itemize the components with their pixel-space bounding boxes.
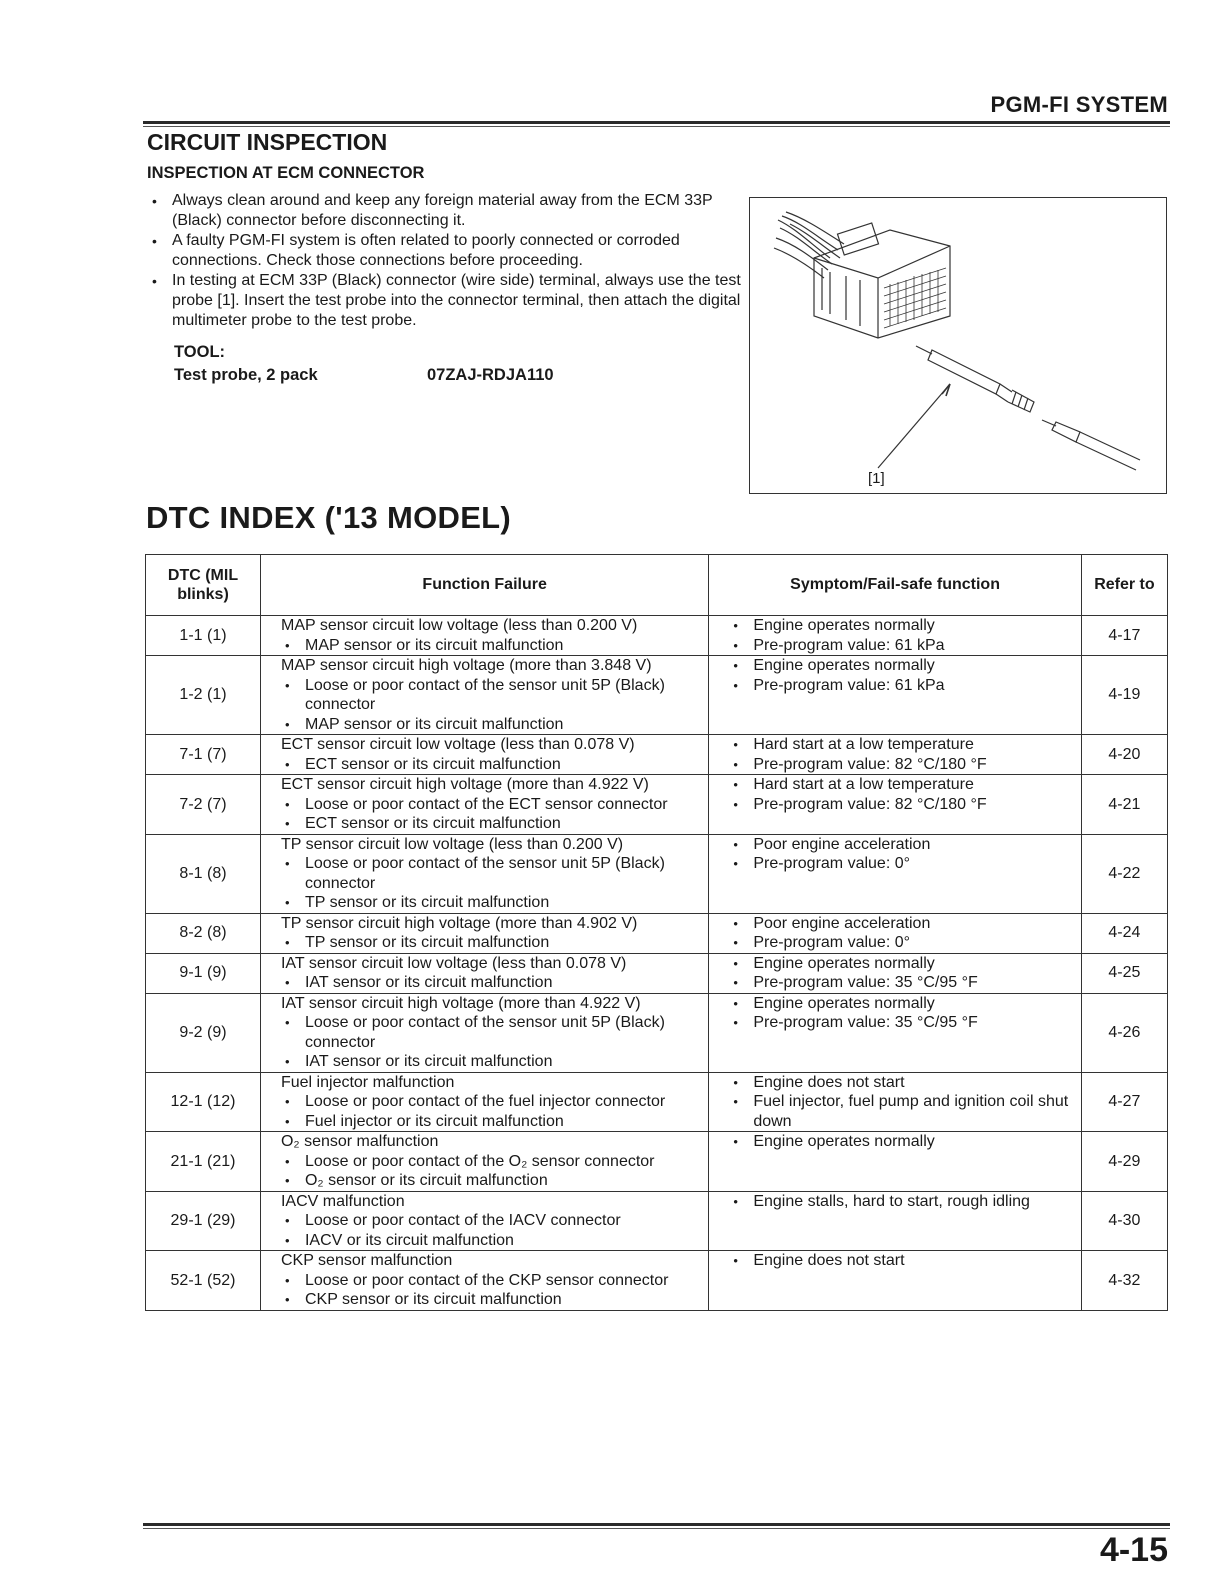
failure-cause-list [281, 1092, 708, 1131]
symptom-cell [709, 616, 1082, 656]
figure-callout-label: [1] [868, 470, 885, 487]
symptom-cell [709, 993, 1082, 1072]
table-row [146, 775, 1168, 835]
failure-summary: IACV malfunction [280, 1192, 405, 1210]
header-rule-thin [143, 126, 1170, 127]
failure-cause-list [281, 1152, 708, 1191]
symptom-list [731, 994, 1081, 1033]
symptom-item: • Engine does not start [731, 1251, 1081, 1271]
dtc-code-cell: 29-1 (29) [146, 1191, 261, 1251]
symptom-cell [709, 735, 1082, 775]
dtc-code-cell: 12-1 (12) [146, 1072, 261, 1132]
symptom-item: • Pre-program value: 82 °C/180 °F [731, 755, 1081, 775]
symptom-list [731, 1192, 1081, 1212]
function-failure-cell [260, 834, 708, 913]
function-failure-cell [260, 656, 708, 735]
tool-label: TOOL: [174, 343, 226, 361]
failure-cause-list [281, 933, 708, 953]
header-rule [143, 121, 1170, 124]
symptom-cell [709, 953, 1082, 993]
function-failure-cell [260, 993, 708, 1072]
page-number: 4-15 [1099, 1531, 1168, 1569]
symptom-item: • Hard start at a low temperature [731, 775, 1081, 795]
symptom-item: • Engine operates normally [731, 616, 1081, 636]
inspection-note: • In testing at ECM 33P (Black) connector (wire side) terminal, always use the test probe [1]. Insert the test probe into the connector terminal, then attach the digital multimeter probe to the test probe. [150, 271, 742, 331]
footer-rule [143, 1523, 1170, 1526]
refer-page-cell: 4-19 [1081, 656, 1167, 735]
failure-cause: • Loose or poor contact of the O₂ sensor connector [281, 1152, 708, 1172]
footer-rule-thin [143, 1528, 1170, 1529]
dtc-code-cell: 8-2 (8) [146, 913, 261, 953]
failure-cause: • Loose or poor contact of the sensor unit 5P (Black) connector [281, 676, 708, 715]
function-failure-cell [260, 913, 708, 953]
connector-probe-illustration [749, 197, 1167, 494]
symptom-list [731, 656, 1081, 695]
symptom-item: • Poor engine acceleration [731, 914, 1081, 934]
refer-page-cell: 4-32 [1081, 1251, 1167, 1311]
symptom-item: • Pre-program value: 35 °C/95 °F [731, 973, 1081, 993]
failure-cause: • IACV or its circuit malfunction [281, 1231, 708, 1251]
column-header-symptom: Symptom/Fail-safe function [709, 555, 1082, 616]
dtc-code-cell: 1-1 (1) [146, 616, 261, 656]
symptom-item: • Engine stalls, hard to start, rough idling [731, 1192, 1081, 1212]
failure-cause: • Loose or poor contact of the fuel injector connector [281, 1092, 708, 1112]
table-row [146, 1072, 1168, 1132]
symptom-list [731, 1251, 1081, 1271]
failure-cause: • O₂ sensor or its circuit malfunction [281, 1171, 708, 1191]
symptom-cell [709, 775, 1082, 835]
failure-cause: • CKP sensor or its circuit malfunction [281, 1290, 708, 1310]
table-row [146, 1251, 1168, 1311]
dtc-index-table [145, 554, 1168, 1311]
dtc-code-cell: 52-1 (52) [146, 1251, 261, 1311]
failure-cause: • Loose or poor contact of the sensor unit 5P (Black) connector [281, 1013, 708, 1052]
symptom-item: • Hard start at a low temperature [731, 735, 1081, 755]
dtc-code-cell: 7-2 (7) [146, 775, 261, 835]
table-row [146, 656, 1168, 735]
symptom-cell [709, 1191, 1082, 1251]
failure-summary: CKP sensor malfunction [280, 1252, 453, 1269]
connector-probe-drawing [750, 198, 1167, 494]
inspection-notes [150, 191, 742, 331]
table-row [146, 993, 1168, 1072]
failure-cause: • Loose or poor contact of the IACV connector [281, 1211, 708, 1231]
failure-cause: • Fuel injector or its circuit malfunction [281, 1112, 708, 1132]
symptom-cell [709, 913, 1082, 953]
failure-cause: • ECT sensor or its circuit malfunction [281, 755, 708, 775]
function-failure-cell [260, 1072, 708, 1132]
dtc-table-body [146, 616, 1168, 1311]
dtc-code-cell: 9-2 (9) [146, 993, 261, 1072]
failure-summary: MAP sensor circuit high voltage (more than 3.848 V) [280, 657, 652, 674]
refer-page-cell: 4-26 [1081, 993, 1167, 1072]
symptom-list [731, 835, 1081, 874]
failure-summary: TP sensor circuit high voltage (more than 4.902 V) [280, 914, 638, 932]
refer-page-cell: 4-24 [1081, 913, 1167, 953]
column-header-refer: Refer to [1081, 555, 1167, 616]
failure-cause: • Loose or poor contact of the ECT sensor connector [281, 795, 708, 815]
dtc-code-cell: 7-1 (7) [146, 735, 261, 775]
column-header-function: Function Failure [260, 555, 708, 616]
failure-summary: ECT sensor circuit low voltage (less than 0.078 V) [280, 736, 635, 753]
failure-cause-list [281, 676, 708, 735]
failure-summary: O₂ sensor malfunction [280, 1133, 439, 1150]
failure-summary: ECT sensor circuit high voltage (more than 4.922 V) [280, 776, 649, 793]
failure-cause-list [281, 795, 708, 834]
failure-cause: • IAT sensor or its circuit malfunction [281, 1052, 708, 1072]
refer-page-cell: 4-27 [1081, 1072, 1167, 1132]
function-failure-cell [260, 1251, 708, 1311]
tool-part-number: 07ZAJ-RDJA110 [427, 366, 554, 384]
symptom-item: • Engine operates normally [731, 656, 1081, 676]
section-header-title: PGM-FI SYSTEM [990, 92, 1168, 117]
table-row [146, 913, 1168, 953]
symptom-cell [709, 656, 1082, 735]
failure-summary: Fuel injector malfunction [280, 1073, 455, 1091]
failure-cause-list [281, 854, 708, 913]
table-row [146, 1191, 1168, 1251]
failure-summary: TP sensor circuit low voltage (less than 0.200 V) [280, 835, 624, 853]
dtc-index-title: DTC INDEX ('13 MODEL) [146, 500, 512, 535]
failure-cause: • TP sensor or its circuit malfunction [281, 893, 708, 913]
symptom-item: • Engine operates normally [731, 1132, 1081, 1152]
refer-page-cell: 4-30 [1081, 1191, 1167, 1251]
tool-name: Test probe, 2 pack [174, 366, 318, 384]
failure-summary: IAT sensor circuit low voltage (less than 0.078 V) [280, 954, 627, 972]
symptom-cell [709, 1072, 1082, 1132]
function-failure-cell [260, 1132, 708, 1192]
function-failure-cell [260, 1191, 708, 1251]
dtc-code-cell: 9-1 (9) [146, 953, 261, 993]
function-failure-cell [260, 616, 708, 656]
function-failure-cell [260, 953, 708, 993]
symptom-item: • Engine does not start [731, 1073, 1081, 1093]
symptom-cell [709, 1251, 1082, 1311]
failure-cause: • ECT sensor or its circuit malfunction [281, 814, 708, 834]
refer-page-cell: 4-22 [1081, 834, 1167, 913]
failure-cause: • Loose or poor contact of the sensor unit 5P (Black) connector [281, 854, 708, 893]
table-row [146, 953, 1168, 993]
failure-summary: IAT sensor circuit high voltage (more than 4.922 V) [280, 994, 641, 1012]
column-header-dtc: DTC (MIL blinks) [146, 555, 261, 616]
symptom-list [731, 775, 1081, 814]
inspection-note: • A faulty PGM-FI system is often related to poorly connected or corroded connections. Check those connections before proceeding. [150, 231, 742, 271]
function-failure-cell [260, 775, 708, 835]
failure-cause: • MAP sensor or its circuit malfunction [281, 715, 708, 735]
symptom-item: • Poor engine acceleration [731, 835, 1081, 855]
symptom-item: • Engine operates normally [731, 994, 1081, 1014]
symptom-list [731, 735, 1081, 774]
failure-cause-list [281, 755, 708, 775]
symptom-cell [709, 1132, 1082, 1192]
refer-page-cell: 4-25 [1081, 953, 1167, 993]
symptom-list [731, 616, 1081, 655]
table-header-row [146, 555, 1168, 616]
symptom-item: • Pre-program value: 82 °C/180 °F [731, 795, 1081, 815]
failure-cause-list [281, 1271, 708, 1310]
table-row [146, 616, 1168, 656]
inspection-note: • Always clean around and keep any foreign material away from the ECM 33P (Black) connector before disconnecting it. [150, 191, 742, 231]
symptom-item: • Engine operates normally [731, 954, 1081, 974]
symptom-item: • Pre-program value: 0° [731, 854, 1081, 874]
failure-cause-list [281, 636, 708, 656]
table-row [146, 735, 1168, 775]
failure-cause-list [281, 973, 708, 993]
dtc-code-cell: 8-1 (8) [146, 834, 261, 913]
symptom-list [731, 914, 1081, 953]
failure-cause: • TP sensor or its circuit malfunction [281, 933, 708, 953]
refer-page-cell: 4-17 [1081, 616, 1167, 656]
symptom-item: • Pre-program value: 35 °C/95 °F [731, 1013, 1081, 1033]
symptom-item: • Pre-program value: 0° [731, 933, 1081, 953]
symptom-list [731, 954, 1081, 993]
dtc-code-cell: 21-1 (21) [146, 1132, 261, 1192]
symptom-item: • Pre-program value: 61 kPa [731, 636, 1081, 656]
failure-cause: • IAT sensor or its circuit malfunction [281, 973, 708, 993]
function-failure-cell [260, 735, 708, 775]
dtc-code-cell: 1-2 (1) [146, 656, 261, 735]
table-row [146, 834, 1168, 913]
circuit-inspection-title: CIRCUIT INSPECTION [147, 129, 388, 155]
table-row [146, 1132, 1168, 1192]
failure-cause-list [281, 1013, 708, 1072]
symptom-cell [709, 834, 1082, 913]
refer-page-cell: 4-20 [1081, 735, 1167, 775]
symptom-item: • Fuel injector, fuel pump and ignition coil shut down [731, 1092, 1081, 1131]
failure-cause: • Loose or poor contact of the CKP sensor connector [281, 1271, 708, 1291]
refer-page-cell: 4-29 [1081, 1132, 1167, 1192]
refer-page-cell: 4-21 [1081, 775, 1167, 835]
symptom-list [731, 1132, 1081, 1152]
failure-summary: MAP sensor circuit low voltage (less than 0.200 V) [280, 617, 638, 634]
failure-cause-list [281, 1211, 708, 1250]
symptom-item: • Pre-program value: 61 kPa [731, 676, 1081, 696]
failure-cause: • MAP sensor or its circuit malfunction [281, 636, 708, 656]
inspection-subtitle: INSPECTION AT ECM CONNECTOR [147, 164, 425, 182]
symptom-list [731, 1073, 1081, 1132]
